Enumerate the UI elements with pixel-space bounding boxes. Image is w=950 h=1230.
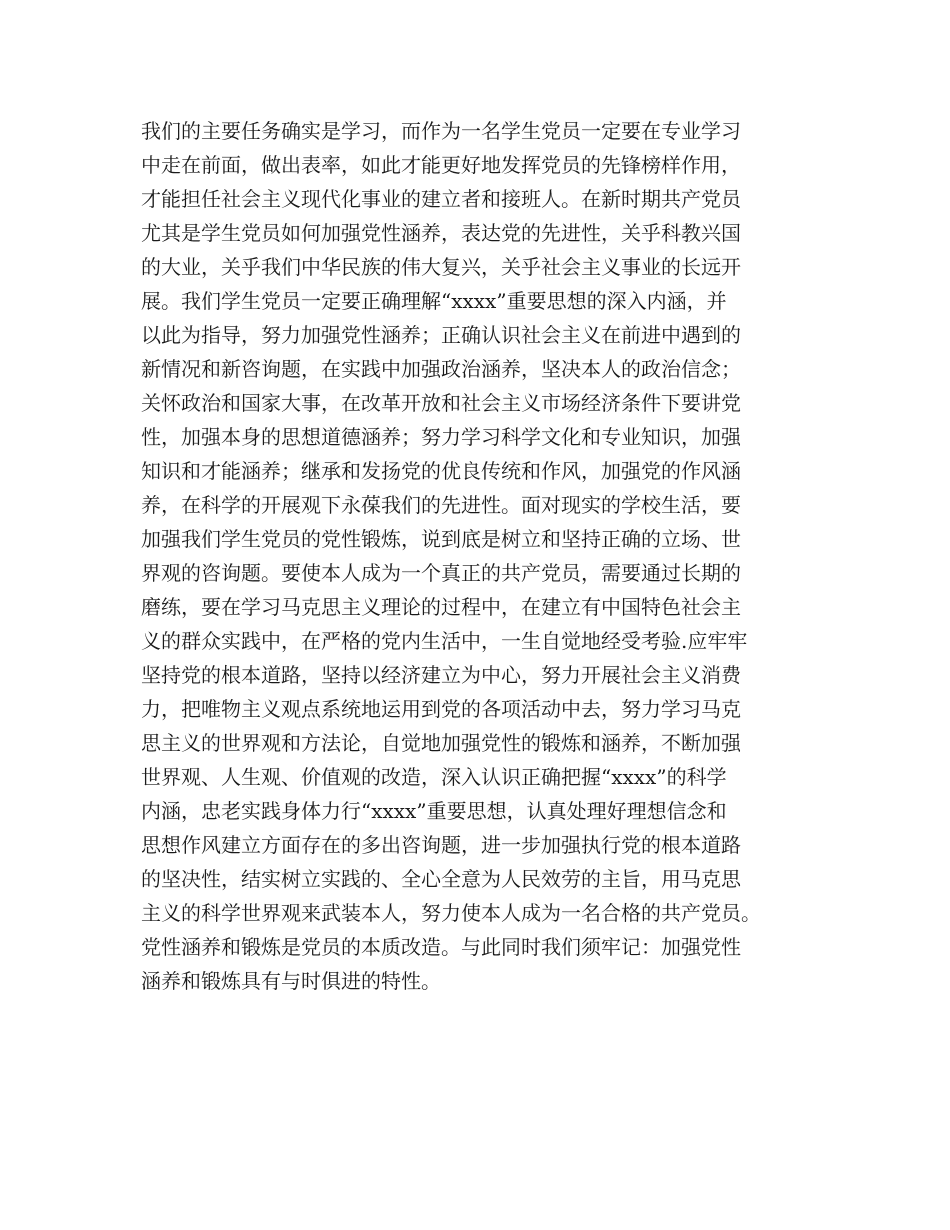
text-line: 思主义的世界观和方法论，自觉地加强党性的锻炼和涵养，不断加强 [141, 731, 741, 755]
text-line: 力，把唯物主义观点系统地运用到党的各项活动中去，努力学习马克 [141, 697, 741, 721]
text-line: 尤其是学生党员如何加强党性涵养，表达党的先进性，关乎科教兴国 [141, 221, 741, 245]
text-line: 我们的主要任务确实是学习，而作为一名学生党员一定要在专业学习 [141, 119, 741, 143]
text-line: 养，在科学的开展观下永葆我们的先进性。面对现实的学校生活，要 [141, 493, 741, 517]
body-paragraph [141, 114, 841, 998]
text-line: 党性涵养和锻炼是党员的本质改造。与此同时我们须牢记：加强党性 [141, 935, 741, 959]
text-line: 世界观、人生观、价值观的改造，深入认识正确把握“xxxx”的科学 [141, 765, 727, 789]
text-line: 关怀政治和国家大事，在改革开放和社会主义市场经济条件下要讲党 [141, 391, 741, 415]
text-line: 磨练，要在学习马克思主义理论的过程中，在建立有中国特色社会主 [141, 595, 741, 619]
text-line: 才能担任社会主义现代化事业的建立者和接班人。在新时期共产党员 [141, 187, 741, 211]
text-line: 坚持党的根本道路，坚持以经济建立为中心，努力开展社会主义消费 [141, 663, 741, 687]
text-line: 内涵，忠老实践身体力行“xxxx”重要思想，认真处理好理想信念和 [141, 799, 727, 823]
text-line: 性，加强本身的思想道德涵养；努力学习科学文化和专业知识，加强 [141, 425, 741, 449]
text-line: 的坚决性，结实树立实践的、全心全意为人民效劳的主旨，用马克思 [141, 867, 741, 891]
text-line: 知识和才能涵养；继承和发扬党的优良传统和作风，加强党的作风涵 [141, 459, 741, 483]
text-line: 思想作风建立方面存在的多出咨询题，进一步加强执行党的根本道路 [141, 833, 741, 857]
text-line: 以此为指导，努力加强党性涵养；正确认识社会主义在前进中遇到的 [141, 323, 741, 347]
text-line: 加强我们学生党员的党性锻炼，说到底是树立和坚持正确的立场、世 [141, 527, 741, 551]
text-line: 义的群众实践中，在严格的党内生活中，一生自觉地经受考验.应牢牢 [141, 629, 748, 653]
text-line: 主义的科学世界观来武装本人，努力使本人成为一名合格的共产党员。 [141, 901, 761, 925]
text-line: 新情况和新咨询题，在实践中加强政治涵养，坚决本人的政治信念； [141, 357, 741, 381]
text-line: 展。我们学生党员一定要正确理解“xxxx”重要思想的深入内涵，并 [141, 289, 727, 313]
text-line: 界观的咨询题。要使本人成为一个真正的共产党员，需要通过长期的 [141, 561, 741, 585]
text-line: 的大业，关乎我们中华民族的伟大复兴，关乎社会主义事业的长远开 [141, 255, 741, 279]
text-line: 中走在前面，做出表率，如此才能更好地发挥党员的先锋榜样作用， [141, 153, 741, 177]
text-line: 涵养和锻炼具有与时俱进的特性。 [141, 969, 441, 993]
